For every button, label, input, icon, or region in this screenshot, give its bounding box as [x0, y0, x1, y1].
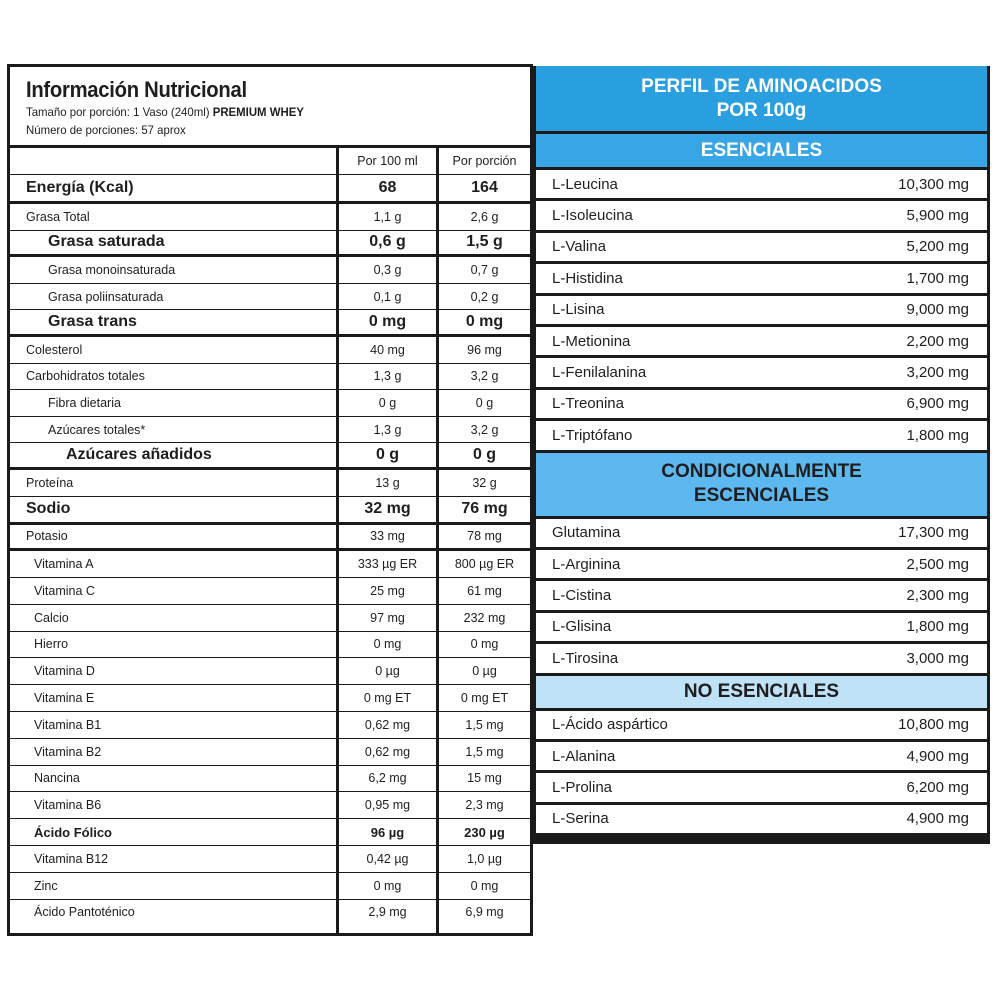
value-per-serving: 1,0 µg [466, 851, 502, 866]
value-per-100ml: 68 [378, 179, 397, 196]
amino-acid-name: L-Glisina [552, 618, 612, 636]
value-per-serving: 0,7 g [470, 262, 499, 277]
value-per-serving: 3,2 g [470, 422, 499, 437]
amino-acid-row [536, 170, 987, 198]
row-label: Hierro [34, 637, 69, 652]
row-label: Vitamina B1 [34, 717, 102, 732]
row-label: Ácido Pantoténico [34, 905, 135, 920]
value-per-serving: 0 g [472, 446, 497, 464]
section-essential-heading-text: ESENCIALES [700, 139, 823, 161]
nutrient-row [10, 525, 530, 552]
value-per-serving: 32 g [472, 475, 497, 490]
amino-acid-row [536, 390, 987, 418]
vitamin-row [10, 819, 530, 846]
row-label: Zinc [34, 878, 58, 893]
amino-acid-row [536, 742, 987, 770]
row-label: Grasa trans [48, 313, 137, 331]
value-per-100ml: Por 100 ml [357, 154, 418, 168]
nutrition-table [10, 148, 530, 933]
section-essential-heading [536, 134, 987, 167]
vitamin-row [10, 712, 530, 739]
amino-title [536, 66, 987, 131]
value-per-serving: 0 mg [465, 313, 504, 331]
row-label: Vitamina B6 [34, 798, 102, 813]
amino-acid-row [536, 421, 987, 449]
value-per-100ml: 6,2 mg [368, 771, 407, 786]
value-per-serving: 3,2 g [470, 369, 499, 384]
amino-acid-name: Glutamina [552, 524, 621, 542]
value-per-100ml: 333 µg ER [357, 557, 418, 572]
row-label: Grasa Total [26, 209, 90, 224]
amino-acid-value: 9,000 mg [906, 301, 969, 319]
amino-acid-value: 1,800 mg [906, 426, 969, 444]
value-per-100ml: 0,62 mg [364, 717, 411, 732]
amino-acid-row [536, 581, 987, 609]
amino-acid-value: 10,300 mg [898, 175, 969, 193]
amino-acid-value: 4,900 mg [906, 810, 969, 828]
value-per-serving: 164 [471, 179, 498, 196]
amino-acid-name: L-Fenilalanina [552, 364, 647, 382]
amino-acid-row [536, 358, 987, 386]
amino-acid-row [536, 296, 987, 324]
nutrient-row [10, 390, 530, 417]
amino-acid-name: L-Prolina [552, 779, 613, 797]
row-label: Calcio [34, 610, 69, 625]
amino-acid-name: L-Alanina [552, 747, 616, 765]
row-label: Vitamina E [34, 691, 95, 706]
row-label [10, 148, 336, 174]
value-per-serving: 0 g [475, 395, 494, 410]
vitamin-row [10, 551, 530, 578]
row-label: Azúcares totales* [48, 422, 146, 437]
amino-acid-name: L-Triptófano [552, 426, 633, 444]
amino-acid-row [536, 711, 987, 739]
vitamin-row [10, 900, 530, 926]
amino-acid-row [536, 805, 987, 833]
value-per-100ml: 33 mg [370, 529, 405, 544]
vitamin-row [10, 578, 530, 605]
column-header-row [10, 148, 530, 175]
value-per-100ml: 13 g [375, 475, 400, 490]
amino-acid-name: L-Isoleucina [552, 207, 633, 225]
value-per-100ml: 1,3 g [373, 369, 402, 384]
nutrition-facts-panel [7, 64, 533, 936]
value-per-100ml: 0,42 µg [366, 851, 409, 866]
amino-acid-value: 17,300 mg [898, 524, 969, 542]
row-label: Vitamina C [34, 583, 95, 598]
vitamin-row [10, 605, 530, 632]
nutrient-row [10, 470, 530, 497]
row-label: Energía (Kcal) [26, 179, 134, 196]
value-per-serving: 96 mg [467, 342, 502, 357]
amino-acid-name: L-Valina [552, 238, 606, 256]
value-per-100ml: 0 µg [375, 664, 400, 679]
amino-acid-row [536, 264, 987, 292]
vitamin-row [10, 658, 530, 685]
amino-acid-value: 1,700 mg [906, 269, 969, 287]
amino-acid-value: 2,200 mg [906, 332, 969, 350]
row-label: Sodio [26, 500, 71, 518]
value-per-serving: 76 mg [461, 500, 508, 518]
amino-acid-row [536, 644, 987, 672]
row-label: Ácido Fólico [34, 824, 112, 840]
vitamin-row [10, 846, 530, 873]
value-per-serving: 15 mg [467, 771, 502, 786]
value-per-serving: 232 mg [463, 610, 506, 625]
value-per-serving: 2,3 mg [465, 798, 504, 813]
amino-acid-row [536, 773, 987, 801]
value-per-serving: 0 mg ET [460, 691, 509, 706]
value-per-serving: 61 mg [467, 583, 502, 598]
amino-acid-row [536, 201, 987, 229]
product-name: PREMIUM WHEY [212, 105, 304, 119]
value-per-100ml: 0 mg [373, 878, 402, 893]
nutrition-title: Información Nutricional [26, 77, 247, 102]
amino-acid-name: L-Serina [552, 810, 609, 828]
value-per-100ml: 1,3 g [373, 422, 402, 437]
amino-acid-name: L-Ácido aspártico [552, 716, 668, 734]
value-per-serving: 800 µg ER [454, 557, 515, 572]
nutrient-row [10, 443, 530, 470]
vitamin-row [10, 792, 530, 819]
row-label: Fibra dietaria [48, 395, 121, 410]
amino-acid-value: 2,300 mg [906, 587, 969, 605]
nutrient-row [10, 310, 530, 337]
vitamin-row [10, 739, 530, 766]
nutrient-row [10, 364, 530, 391]
value-per-100ml: 97 mg [370, 610, 405, 625]
value-per-100ml: 0 mg ET [363, 691, 412, 706]
value-per-serving: 1,5 mg [465, 744, 504, 759]
serving-size [26, 105, 304, 119]
value-per-100ml: 0 mg [368, 313, 407, 331]
row-label: Nancina [34, 771, 80, 786]
value-per-100ml: 32 mg [364, 500, 411, 518]
serving-size-label: Tamaño por porción: 1 Vaso (240ml) [26, 105, 213, 119]
row-label: Vitamina B12 [34, 851, 109, 866]
value-per-serving: 1,5 mg [465, 717, 504, 732]
amino-acid-name: L-Arginina [552, 555, 621, 573]
value-per-serving: 6,9 mg [465, 905, 504, 920]
value-per-100ml: 40 mg [370, 342, 405, 357]
row-label: Carbohidratos totales [26, 369, 145, 384]
value-per-100ml: 0,6 g [369, 233, 406, 251]
value-per-100ml: 0,1 g [373, 289, 402, 304]
nutrient-row [10, 337, 530, 364]
vitamin-row [10, 685, 530, 712]
value-per-100ml: 0 g [378, 395, 397, 410]
amino-acid-row [536, 613, 987, 641]
nutrient-row [10, 284, 530, 311]
amino-acid-row [536, 327, 987, 355]
nutrient-row [10, 231, 530, 258]
vitamin-row [10, 873, 530, 900]
amino-acid-name: L-Treonina [552, 395, 624, 413]
nutrient-row [10, 417, 530, 444]
vitamin-row [10, 632, 530, 659]
value-per-serving: 2,6 g [470, 209, 499, 224]
row-label: Azúcares añadidos [66, 446, 212, 464]
value-per-100ml: 0,95 mg [364, 798, 411, 813]
amino-title-text: POR 100g [716, 99, 807, 121]
value-per-serving: 0,2 g [470, 289, 499, 304]
value-per-100ml: 2,9 mg [368, 905, 407, 920]
amino-acid-value: 1,800 mg [906, 618, 969, 636]
row-label: Proteína [26, 475, 74, 490]
value-per-serving: 0 mg [470, 637, 499, 652]
section-nonessential-heading-text: NO ESENCIALES [683, 680, 840, 702]
row-label: Vitamina D [34, 664, 95, 679]
section-conditional-heading [536, 453, 987, 516]
value-per-100ml: 0 g [375, 446, 400, 464]
value-per-100ml: 25 mg [370, 583, 405, 598]
row-label: Colesterol [26, 342, 83, 357]
amino-acid-value: 6,900 mg [906, 395, 969, 413]
value-per-100ml: 0,62 mg [364, 744, 411, 759]
value-per-100ml: 1,1 g [373, 209, 402, 224]
value-per-100ml: 96 µg [370, 824, 405, 840]
amino-acid-value: 3,200 mg [906, 364, 969, 382]
row-label: Potasio [26, 529, 68, 544]
nutrition-header [10, 67, 530, 148]
column-divider-1 [336, 148, 339, 933]
servings-count: Número de porciones: 57 aprox [26, 123, 186, 137]
value-per-serving: 78 mg [467, 529, 502, 544]
value-per-serving: 1,5 g [466, 233, 503, 251]
value-per-100ml: 0,3 g [373, 262, 402, 277]
nutrient-row [10, 497, 530, 525]
amino-acid-value: 4,900 mg [906, 747, 969, 765]
row-label: Vitamina B2 [34, 744, 102, 759]
amino-acid-row [536, 519, 987, 547]
vitamin-row [10, 766, 530, 793]
section-conditional-heading-text: ESCENCIALES [693, 485, 830, 507]
column-divider-2 [436, 148, 439, 933]
amino-acid-value: 3,000 mg [906, 649, 969, 667]
amino-acid-row [536, 550, 987, 578]
value-per-serving: Por porción [452, 154, 517, 168]
amino-acid-profile-panel [533, 66, 990, 844]
value-per-serving: 0 µg [472, 664, 497, 679]
amino-acid-name: L-Histidina [552, 269, 623, 287]
nutrient-row [10, 204, 530, 231]
nutrient-row [10, 257, 530, 284]
energy-row [10, 175, 530, 204]
amino-acid-name: L-Metionina [552, 332, 631, 350]
row-label: Grasa saturada [48, 233, 165, 251]
amino-title-text: PERFIL DE AMINOACIDOS [641, 75, 882, 97]
amino-acid-name: L-Cistina [552, 587, 612, 605]
amino-acid-value: 10,800 mg [898, 716, 969, 734]
row-label: Grasa poliinsaturada [48, 289, 164, 304]
amino-acid-row [536, 233, 987, 261]
row-label: Vitamina A [34, 557, 94, 572]
row-label: Grasa monoinsaturada [48, 262, 176, 277]
value-per-100ml: 0 mg [373, 637, 402, 652]
section-conditional-heading-text: CONDICIONALMENTE [661, 461, 862, 483]
section-nonessential-heading [536, 676, 987, 708]
amino-acid-value: 5,200 mg [906, 238, 969, 256]
amino-acid-value: 5,900 mg [906, 207, 969, 225]
amino-acid-name: L-Tirosina [552, 649, 619, 667]
value-per-serving: 0 mg [470, 878, 499, 893]
amino-acid-name: L-Leucina [552, 175, 618, 193]
amino-acid-value: 6,200 mg [906, 779, 969, 797]
amino-acid-value: 2,500 mg [906, 555, 969, 573]
value-per-serving: 230 µg [464, 824, 505, 840]
amino-acid-name: L-Lisina [552, 301, 605, 319]
